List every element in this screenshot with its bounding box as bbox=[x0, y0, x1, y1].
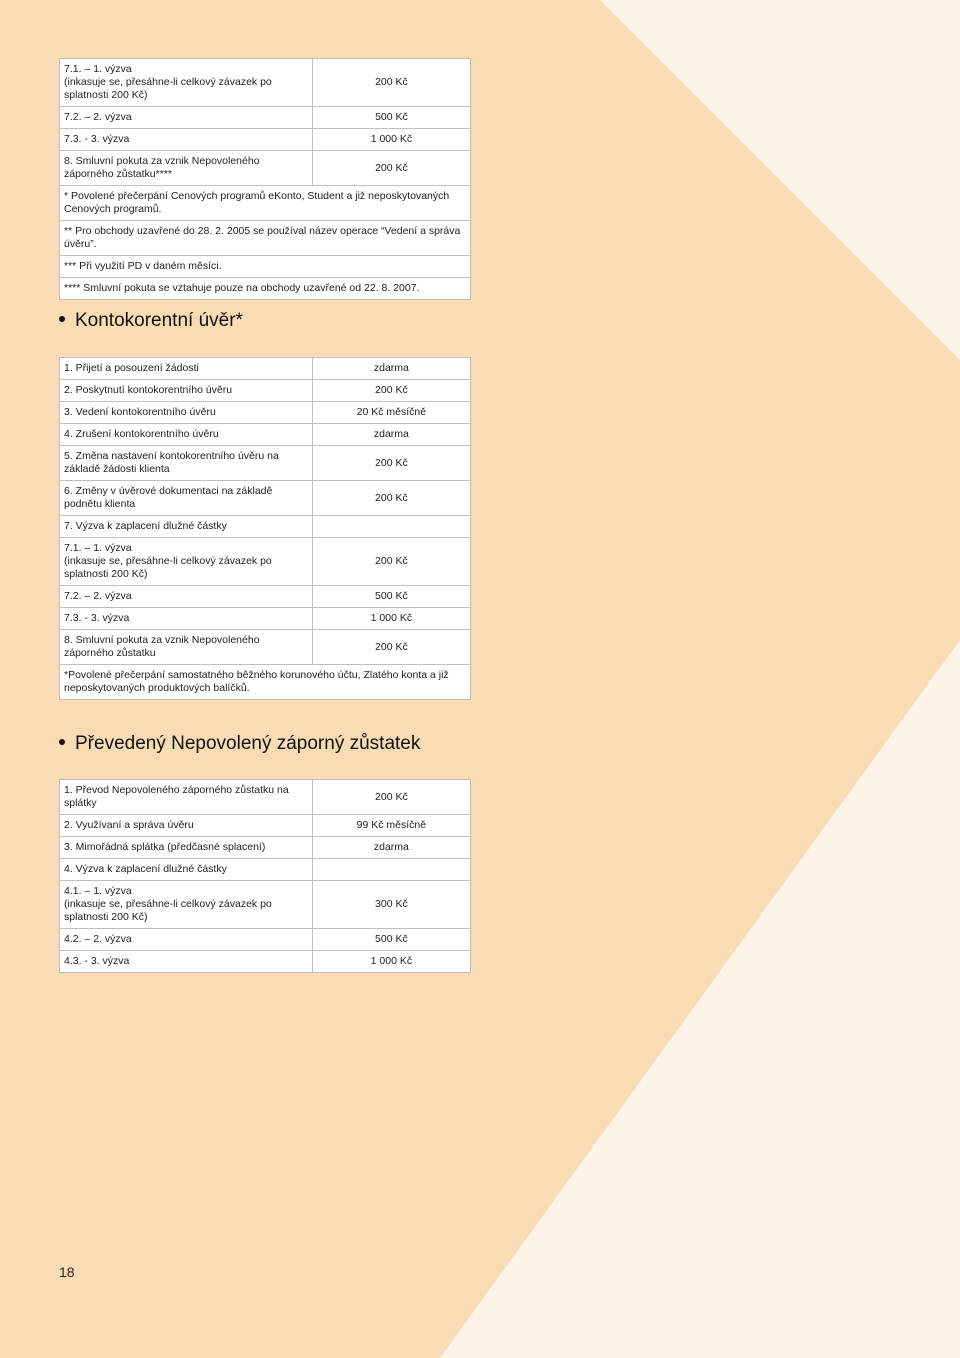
footnote: *Povolené přečerpání samostatného běžného korunového účtu, Zlatého konta a již neposkytovaných produktových balíčků. bbox=[60, 665, 471, 700]
fee-value: 200 Kč bbox=[312, 630, 470, 665]
table-row bbox=[60, 402, 471, 424]
fee-value: 200 Kč bbox=[312, 780, 470, 815]
fee-value: zdarma bbox=[312, 837, 470, 859]
fee-value: 99 Kč měsíčně bbox=[312, 815, 470, 837]
table-row bbox=[60, 929, 471, 951]
fee-value: 1 000 Kč bbox=[312, 951, 470, 973]
table-note-row bbox=[60, 256, 471, 278]
fees-table-prevedeny bbox=[59, 779, 471, 973]
fee-label: 4.1. – 1. výzva (inkasuje se, přesáhne-li celkový závazek po splatnosti 200 Kč) bbox=[60, 881, 313, 929]
table-note-row bbox=[60, 221, 471, 256]
fee-value: zdarma bbox=[312, 358, 470, 380]
table-row bbox=[60, 815, 471, 837]
table-row bbox=[60, 780, 471, 815]
bullet-icon bbox=[59, 739, 65, 745]
fee-label: 4. Zrušení kontokorentního úvěru bbox=[60, 424, 313, 446]
table-row bbox=[60, 129, 471, 151]
table-row bbox=[60, 446, 471, 481]
fee-label: 7.1. – 1. výzva (inkasuje se, přesáhne-li celkový závazek po splatnosti 200 Kč) bbox=[60, 59, 313, 107]
table-row bbox=[60, 424, 471, 446]
fee-label: 6. Změny v úvěrové dokumentaci na základě podnětu klienta bbox=[60, 481, 313, 516]
footnote: **** Smluvní pokuta se vztahuje pouze na obchody uzavřené od 22. 8. 2007. bbox=[60, 278, 471, 300]
table-row bbox=[60, 538, 471, 586]
fee-label: 7.3. - 3. výzva bbox=[60, 129, 313, 151]
table-row bbox=[60, 837, 471, 859]
fee-value: 20 Kč měsíčně bbox=[312, 402, 470, 424]
fee-value: zdarma bbox=[312, 424, 470, 446]
table-note-row bbox=[60, 278, 471, 300]
fee-value: 200 Kč bbox=[312, 446, 470, 481]
table-note-row bbox=[60, 186, 471, 221]
table-row bbox=[60, 481, 471, 516]
fee-label: 4.2. – 2. výzva bbox=[60, 929, 313, 951]
fee-label: 4. Výzva k zaplacení dlužné částky bbox=[60, 859, 313, 881]
fee-value bbox=[312, 859, 470, 881]
fee-label: 7.2. – 2. výzva bbox=[60, 107, 313, 129]
fee-label: 4.3. - 3. výzva bbox=[60, 951, 313, 973]
fee-value: 500 Kč bbox=[312, 929, 470, 951]
fee-label: 8. Smluvní pokuta za vznik Nepovoleného záporného zůstatku bbox=[60, 630, 313, 665]
fee-label: 1. Převod Nepovoleného záporného zůstatku na splátky bbox=[60, 780, 313, 815]
fee-value bbox=[312, 516, 470, 538]
section-heading-text: Kontokorentní úvěr* bbox=[75, 310, 243, 331]
fee-value: 1 000 Kč bbox=[312, 129, 470, 151]
table-row bbox=[60, 586, 471, 608]
table-row bbox=[60, 951, 471, 973]
fee-label: 5. Změna nastavení kontokorentního úvěru na základě žádosti klienta bbox=[60, 446, 313, 481]
table-row bbox=[60, 358, 471, 380]
fee-label: 7.1. – 1. výzva (inkasuje se, přesáhne-li celkový závazek po splatnosti 200 Kč) bbox=[60, 538, 313, 586]
table-row bbox=[60, 881, 471, 929]
footnote: * Povolené přečerpání Cenových programů eKonto, Student a již neposkytovaných Cenových programů. bbox=[60, 186, 471, 221]
table-row bbox=[60, 630, 471, 665]
table-row bbox=[60, 380, 471, 402]
fee-label: 7. Výzva k zaplacení dlužné částky bbox=[60, 516, 313, 538]
fee-value: 200 Kč bbox=[312, 151, 470, 186]
fee-value: 200 Kč bbox=[312, 481, 470, 516]
fees-table-kontokorent bbox=[59, 357, 471, 700]
section-heading-prevedeny bbox=[59, 733, 420, 755]
fee-value: 200 Kč bbox=[312, 538, 470, 586]
fee-value: 500 Kč bbox=[312, 107, 470, 129]
table-row bbox=[60, 608, 471, 630]
table-note-row bbox=[60, 665, 471, 700]
footnote: *** Při využití PD v daném měsíci. bbox=[60, 256, 471, 278]
table-row bbox=[60, 151, 471, 186]
fee-value: 200 Kč bbox=[312, 380, 470, 402]
fee-label: 7.2. – 2. výzva bbox=[60, 586, 313, 608]
fee-label: 3. Mimořádná splátka (předčasné splacení) bbox=[60, 837, 313, 859]
table-row bbox=[60, 107, 471, 129]
table-row bbox=[60, 516, 471, 538]
page-number: 18 bbox=[59, 1264, 75, 1280]
fee-value: 500 Kč bbox=[312, 586, 470, 608]
fee-label: 2. Využívaní a správa úvěru bbox=[60, 815, 313, 837]
fee-label: 7.3. - 3. výzva bbox=[60, 608, 313, 630]
fees-table-top bbox=[59, 58, 471, 300]
table-row bbox=[60, 859, 471, 881]
fee-label: 1. Přijetí a posouzení žádosti bbox=[60, 358, 313, 380]
fee-label: 8. Smluvní pokuta za vznik Nepovoleného záporného zůstatku**** bbox=[60, 151, 313, 186]
section-heading-text: Převedený Nepovolený záporný zůstatek bbox=[75, 733, 421, 754]
fee-value: 1 000 Kč bbox=[312, 608, 470, 630]
fee-value: 300 Kč bbox=[312, 881, 470, 929]
fee-value: 200 Kč bbox=[312, 59, 470, 107]
section-heading-kontokorent bbox=[59, 310, 243, 332]
bullet-icon bbox=[59, 316, 65, 322]
fee-label: 3. Vedení kontokorentního úvěru bbox=[60, 402, 313, 424]
table-row bbox=[60, 59, 471, 107]
footnote: ** Pro obchody uzavřené do 28. 2. 2005 se používal název operace “Vedení a správa úvěru”. bbox=[60, 221, 471, 256]
fee-label: 2. Poskytnutí kontokorentního úvěru bbox=[60, 380, 313, 402]
